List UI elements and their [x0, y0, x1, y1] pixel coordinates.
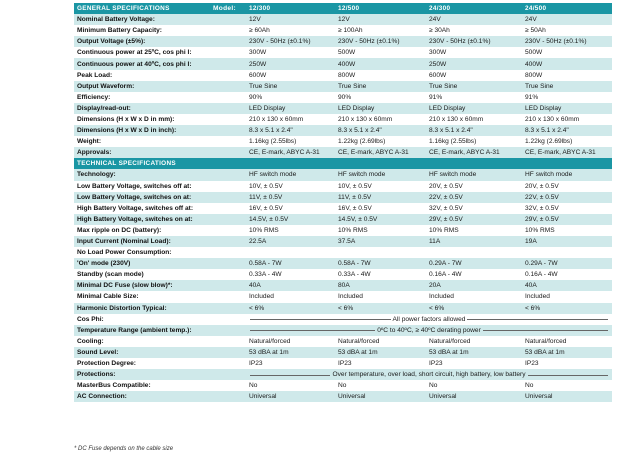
spec-label: Sound Level: [74, 347, 246, 358]
spec-spanning-value [246, 314, 612, 325]
spec-value [335, 247, 426, 258]
spec-spanning-value [246, 369, 612, 380]
spec-label: High Battery Voltage, switches on at: [74, 214, 246, 225]
spec-value: 0.29A - 7W [522, 258, 612, 269]
spec-value: 500W [525, 49, 543, 57]
spec-value: CE, E-mark, ABYC A-31 [246, 147, 335, 158]
spec-value: 600W [249, 71, 267, 79]
spec-value: 210 x 130 x 60mm [338, 115, 393, 123]
spec-label: Cos Phi: [77, 315, 104, 323]
general-specifications-header [74, 3, 612, 14]
spec-value: Natural/forced [338, 337, 380, 345]
spec-value: 0.29A - 7W [426, 258, 522, 269]
spec-value: < 6% [426, 303, 522, 314]
spec-label: Nominal Battery Voltage: [74, 14, 246, 25]
spec-label: Display/read-out: [74, 103, 246, 114]
span-text: All power factors allowed [392, 315, 466, 323]
spec-value: 300W [249, 49, 267, 57]
model-name: 12/500 [335, 3, 426, 14]
spec-label: Dimensions (H x W x D in mm): [77, 115, 175, 123]
spec-value: IP23 [525, 360, 539, 368]
spec-value: Natural/forced [525, 337, 567, 345]
spec-value: Natural/forced [249, 337, 291, 345]
spec-value: Included [249, 293, 274, 301]
spec-label: Protections: [74, 369, 246, 380]
spec-label: Harmonic Distortion Typical: [74, 303, 246, 314]
spec-value: 12V [335, 14, 426, 25]
spec-row [74, 391, 612, 402]
spec-row [74, 181, 612, 192]
model-name: 24/500 [522, 3, 612, 14]
spec-value: 11V, ± 0.5V [246, 192, 335, 203]
spec-value: ≥ 50Ah [525, 27, 546, 35]
spec-value: 11V, ± 0.5V [335, 192, 426, 203]
spec-value: 80A [335, 280, 426, 291]
spec-value: 10V, ± 0.5V [249, 182, 283, 190]
spec-row [74, 336, 612, 347]
technical-specifications-header [74, 158, 612, 169]
spec-value: 210 x 130 x 60mm [429, 115, 484, 123]
spec-row [74, 103, 612, 114]
spec-value: 250W [246, 58, 335, 69]
spec-value: 400W [522, 58, 612, 69]
spec-label: Max ripple on DC (battery): [77, 226, 162, 234]
spec-label: 'On' mode (230V) [74, 258, 246, 269]
section-title-text: GENERAL SPECIFICATIONS [77, 5, 170, 13]
spec-value: 1.16kg (2.55lbs) [429, 138, 477, 146]
spec-row [74, 192, 612, 203]
spec-row [74, 92, 612, 103]
spec-value: LED Display [246, 103, 335, 114]
spec-value: 16V, ± 0.5V [338, 204, 372, 212]
spec-value: 14.5V, ± 0.5V [335, 214, 426, 225]
spec-row [74, 269, 612, 280]
spec-value: 1.22kg (2.69lbs) [338, 138, 386, 146]
spec-value: No [525, 382, 534, 390]
spec-value: LED Display [426, 103, 522, 114]
header-filler [335, 158, 426, 169]
spec-value: 250W [426, 58, 522, 69]
spec-value: True Sine [426, 81, 522, 92]
spec-label: Low Battery Voltage, switches off at: [77, 182, 192, 190]
spec-value: Included [525, 293, 550, 301]
spec-label: Dimensions (H x W x D in inch): [74, 125, 246, 136]
spec-value: LED Display [335, 103, 426, 114]
spec-row [74, 325, 612, 336]
spec-value: 91% [525, 93, 539, 101]
spec-value: 37.5A [335, 236, 426, 247]
spec-value: 0.33A - 4W [249, 271, 282, 279]
spec-value: CE, E-mark, ABYC A-31 [335, 147, 426, 158]
spec-value: 53 dBA at 1m [522, 347, 612, 358]
spec-value: No [338, 382, 347, 390]
model-label: Model: [212, 5, 236, 13]
spec-value: 22V, ± 0.5V [522, 192, 612, 203]
spec-value: 20A [426, 280, 522, 291]
spec-value: 16V, ± 0.5V [249, 204, 283, 212]
spec-value: No [249, 382, 258, 390]
spec-value: 10% RMS [338, 226, 368, 234]
spec-value: 29V, ± 0.5V [522, 214, 612, 225]
spec-value: 19A [522, 236, 612, 247]
spec-value: 0.58A - 7W [246, 258, 335, 269]
spec-value: 0.16A - 4W [525, 271, 558, 279]
spec-label: Output Waveform: [74, 81, 246, 92]
spec-value: 32V, ± 0.5V [429, 204, 463, 212]
spec-value: 22V, ± 0.5V [426, 192, 522, 203]
spec-row [74, 369, 612, 380]
spec-value: 1.16kg (2.55lbs) [249, 138, 297, 146]
spec-label: Temperature Range (ambient temp.): [74, 325, 246, 336]
spec-row [74, 258, 612, 269]
spec-value: 11A [426, 236, 522, 247]
spec-label: Standby (scan mode) [77, 271, 144, 279]
spec-label: Output Voltage (±5%): [74, 36, 246, 47]
spec-label: Weight: [77, 138, 102, 146]
spec-value: 40A [246, 280, 335, 291]
spec-value: 8.3 x 5.1 x 2.4" [522, 125, 612, 136]
spec-value: Natural/forced [429, 337, 471, 345]
spec-value: 10% RMS [429, 226, 459, 234]
spec-label: Efficiency: [77, 93, 111, 101]
spec-row [74, 291, 612, 302]
spec-value: IP23 [338, 360, 352, 368]
spec-value: 300W [429, 49, 447, 57]
spec-value: 53 dBA at 1m [426, 347, 522, 358]
model-name: 24/300 [426, 3, 522, 14]
spec-value: ≥ 60Ah [249, 27, 270, 35]
spec-table [74, 3, 612, 402]
spec-value: 22.5A [246, 236, 335, 247]
spec-value: 20V, ± 0.5V [525, 182, 559, 190]
spec-value: Included [338, 293, 363, 301]
spec-row [74, 225, 612, 236]
spec-value: 8.3 x 5.1 x 2.4" [426, 125, 522, 136]
spec-value: 1.22kg (2.69lbs) [525, 138, 573, 146]
spec-row [74, 247, 612, 258]
spec-value: 230V - 50Hz (±0.1%) [522, 36, 612, 47]
spec-label: Protection Degree: [77, 360, 136, 368]
spec-label: Continuous power at 25ºC, cos phi I: [77, 49, 192, 57]
spec-value: True Sine [335, 81, 426, 92]
spec-row [74, 303, 612, 314]
spec-value: True Sine [522, 81, 612, 92]
spec-value: No [429, 382, 438, 390]
spec-value: 10% RMS [249, 226, 279, 234]
spec-value: 90% [249, 93, 263, 101]
spec-value: 12V [246, 14, 335, 25]
spec-row [74, 114, 612, 125]
spec-value: < 6% [522, 303, 612, 314]
spec-row [74, 203, 612, 214]
spec-label: Minimal DC Fuse (slow blow)*: [74, 280, 246, 291]
spec-value: 230V - 50Hz (±0.1%) [335, 36, 426, 47]
spec-label: Peak Load: [77, 71, 113, 79]
spec-row [74, 314, 612, 325]
spec-value: IP23 [249, 360, 263, 368]
spec-value [522, 247, 612, 258]
spec-value [246, 247, 335, 258]
spec-row [74, 236, 612, 247]
spec-value: 0.33A - 4W [338, 271, 371, 279]
section-title-technical: TECHNICAL SPECIFICATIONS [74, 158, 246, 169]
spec-value: Universal [426, 391, 522, 402]
spec-value: LED Display [522, 103, 612, 114]
spec-value [426, 247, 522, 258]
spec-value: 53 dBA at 1m [335, 347, 426, 358]
spec-row [74, 25, 612, 36]
spec-value: 90% [338, 93, 352, 101]
spec-value: 8.3 x 5.1 x 2.4" [246, 125, 335, 136]
spec-value: 32V, ± 0.5V [525, 204, 559, 212]
spec-spanning-value [246, 325, 612, 336]
spec-row [74, 280, 612, 291]
spec-value: 210 x 130 x 60mm [249, 115, 304, 123]
spec-value: HF switch mode [522, 169, 612, 180]
spec-value: HF switch mode [426, 169, 522, 180]
spec-value: Universal [522, 391, 612, 402]
spec-value: 600W [429, 71, 447, 79]
spec-row [74, 70, 612, 81]
spec-value: 800W [525, 71, 543, 79]
spec-label: Cooling: [77, 337, 104, 345]
spec-value: 91% [429, 93, 443, 101]
spec-row [74, 380, 612, 391]
spec-value: 0.16A - 4W [429, 271, 462, 279]
spec-value: Universal [335, 391, 426, 402]
spec-value: 210 x 130 x 60mm [525, 115, 580, 123]
spec-value: 29V, ± 0.5V [426, 214, 522, 225]
spec-value: ≥ 30Ah [429, 27, 450, 35]
spec-value: 24V [426, 14, 522, 25]
spec-value: 500W [338, 49, 356, 57]
spec-value: ≥ 100Ah [338, 27, 363, 35]
spec-value: True Sine [246, 81, 335, 92]
footnote: * DC Fuse depends on the cable size [74, 446, 174, 452]
spec-value: HF switch mode [246, 169, 335, 180]
span-text: 0ºC to 40ºC, ≥ 40ºC derating power [377, 326, 481, 334]
spec-label: Low Battery Voltage, switches on at: [74, 192, 246, 203]
spec-value: Included [429, 293, 454, 301]
spec-value: 400W [335, 58, 426, 69]
spec-row [74, 81, 612, 92]
header-filler [522, 158, 612, 169]
spec-value: 8.3 x 5.1 x 2.4" [335, 125, 426, 136]
spec-value: 10% RMS [525, 226, 555, 234]
spec-row [74, 358, 612, 369]
spec-row [74, 47, 612, 58]
spec-label: Continuous power at 40ºC, cos phi I: [74, 58, 246, 69]
spec-value: 14.5V, ± 0.5V [246, 214, 335, 225]
spec-value: < 6% [335, 303, 426, 314]
spec-row [74, 136, 612, 147]
spec-row [74, 125, 612, 136]
model-name: 12/300 [246, 3, 335, 14]
spec-value: HF switch mode [335, 169, 426, 180]
spec-value: 230V - 50Hz (±0.1%) [426, 36, 522, 47]
spec-row [74, 147, 612, 158]
spec-label: Minimal Cable Size: [77, 293, 139, 301]
spec-label: No Load Power Consumption: [77, 249, 172, 257]
section-title-general [74, 3, 246, 14]
spec-row [74, 347, 612, 358]
spec-row [74, 14, 612, 25]
spec-value: 53 dBA at 1m [246, 347, 335, 358]
spec-label: Input Current (Nominal Load): [74, 236, 246, 247]
spec-row [74, 58, 612, 69]
spec-label: High Battery Voltage, switches off at: [77, 204, 194, 212]
spec-value: CE, E-mark, ABYC A-31 [522, 147, 612, 158]
spec-value: 0.58A - 7W [335, 258, 426, 269]
spec-label: Minimum Battery Capacity: [77, 27, 163, 35]
spec-value: 230V - 50Hz (±0.1%) [246, 36, 335, 47]
spec-value: 800W [338, 71, 356, 79]
spec-label: AC Connection: [74, 391, 246, 402]
spec-value: < 6% [246, 303, 335, 314]
header-filler [426, 158, 522, 169]
spec-label: MasterBus Compatible: [77, 382, 151, 390]
spec-value: 40A [522, 280, 612, 291]
spec-value: Universal [246, 391, 335, 402]
spec-label: Technology: [74, 169, 246, 180]
spec-value: 24V [522, 14, 612, 25]
spec-value: CE, E-mark, ABYC A-31 [426, 147, 522, 158]
spec-value: 10V, ± 0.5V [338, 182, 372, 190]
spec-label: Approvals: [74, 147, 246, 158]
header-filler [246, 158, 335, 169]
spec-value: 20V, ± 0.5V [429, 182, 463, 190]
spec-row [74, 214, 612, 225]
spec-row [74, 36, 612, 47]
spec-value: IP23 [429, 360, 443, 368]
span-text: Over temperature, over load, short circuit, high battery, low battery [332, 371, 526, 379]
spec-row [74, 169, 612, 180]
